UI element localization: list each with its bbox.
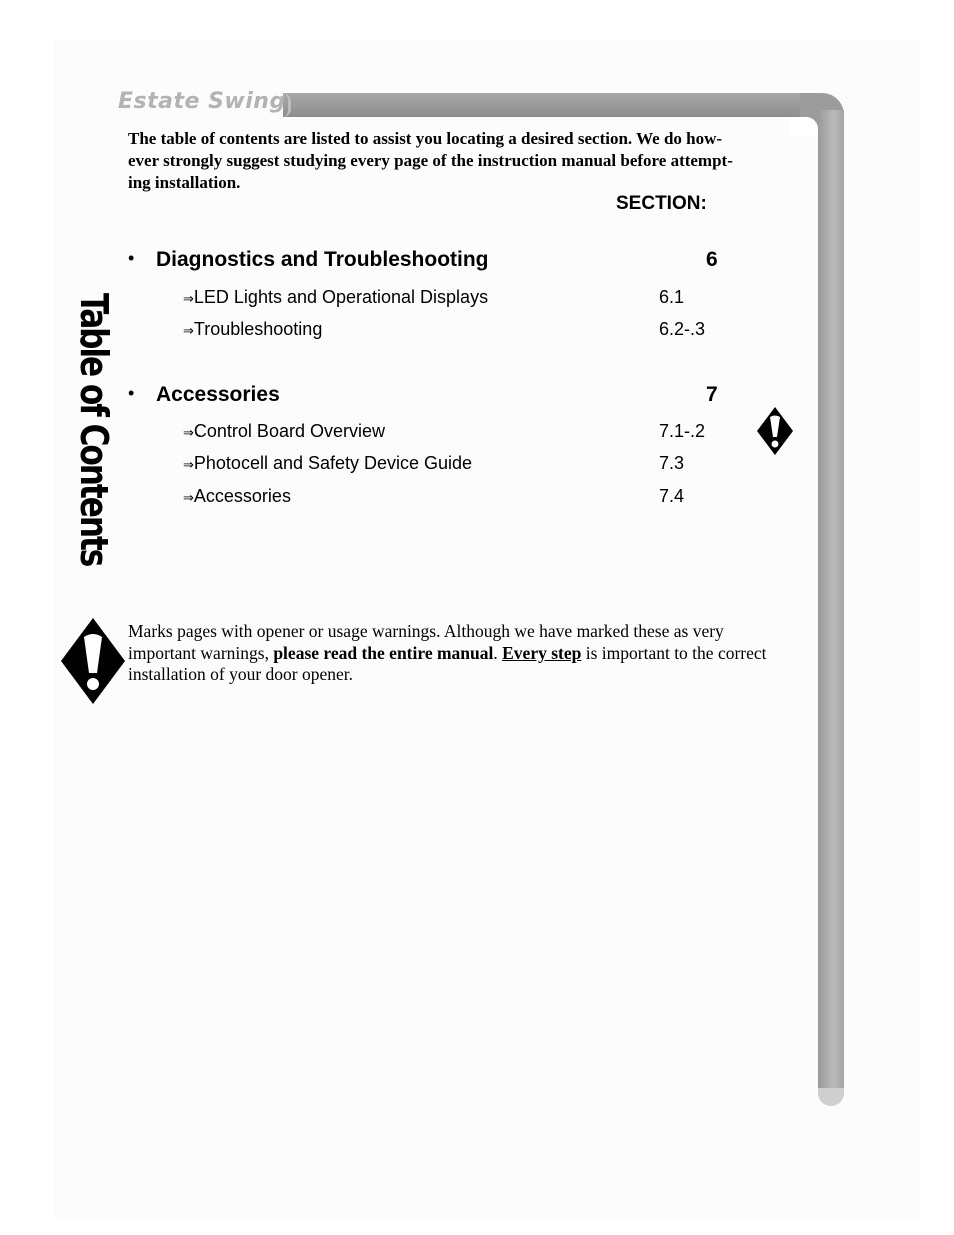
warning-note-underlined: Every step xyxy=(502,642,582,663)
toc-subentry-label: Accessories xyxy=(193,486,291,506)
warning-note-text: . xyxy=(493,642,503,663)
vertical-title-wrap xyxy=(72,293,116,566)
toc-entry-number: 7 xyxy=(706,383,718,406)
toc-subentry-number: 7.4 xyxy=(659,486,685,506)
bullet: • xyxy=(128,248,135,268)
section-heading: SECTION: xyxy=(616,193,707,214)
toc-subentry xyxy=(183,486,291,507)
warning-note-text: Marks pages with opener or usage warnings. Although we have marked these as very important warnings, xyxy=(128,621,724,663)
intro-line: The table of contents are listed to assist you locating a desired section. We do how- xyxy=(128,129,723,148)
exclamation-diamond-icon xyxy=(61,618,125,709)
toc-subentry-number: 6.1 xyxy=(659,287,685,307)
side-bar xyxy=(818,110,844,1095)
intro-line: ing installation. xyxy=(128,173,241,192)
arrow-icon: ⇒ xyxy=(183,458,194,473)
brand-bracket xyxy=(278,93,291,117)
intro-line: ever strongly suggest studying every page of the instruction manual before attempt- xyxy=(128,151,733,170)
toc-subentry-number: 7.1-.2 xyxy=(659,421,706,441)
intro-paragraph xyxy=(128,128,798,194)
arrow-icon: ⇒ xyxy=(183,491,194,506)
exclamation-diamond-icon xyxy=(757,407,793,460)
toc-entry-title: Diagnostics and Troubleshooting xyxy=(156,248,489,271)
toc-entry-number: 6 xyxy=(706,248,718,271)
toc-subentry xyxy=(183,319,322,340)
arrow-icon: ⇒ xyxy=(183,324,194,339)
toc-subentry-label: LED Lights and Operational Displays xyxy=(193,287,489,307)
warning-note xyxy=(128,621,788,686)
toc-subentry xyxy=(183,421,385,442)
toc-subentry xyxy=(183,287,488,308)
warning-note-text: is important to the correct installation of your door opener. xyxy=(128,642,767,684)
toc-subentry-label: Troubleshooting xyxy=(193,319,323,339)
bullet: • xyxy=(128,383,135,403)
header-bar xyxy=(283,93,823,117)
brand-title: Estate Swing xyxy=(118,89,286,114)
toc-subentry xyxy=(183,453,472,474)
toc-subentry-number: 7.3 xyxy=(659,453,685,473)
vertical-title: Table of Contents xyxy=(72,293,116,566)
toc-subentry-number: 6.2-.3 xyxy=(659,319,706,339)
toc-subentry-label: Photocell and Safety Device Guide xyxy=(193,453,473,473)
warning-note-bold: please read the entire manual xyxy=(273,642,494,663)
toc-entry-title: Accessories xyxy=(156,383,280,406)
toc-subentry-label: Control Board Overview xyxy=(193,421,385,441)
arrow-icon: ⇒ xyxy=(183,426,194,441)
arrow-icon: ⇒ xyxy=(183,292,194,307)
